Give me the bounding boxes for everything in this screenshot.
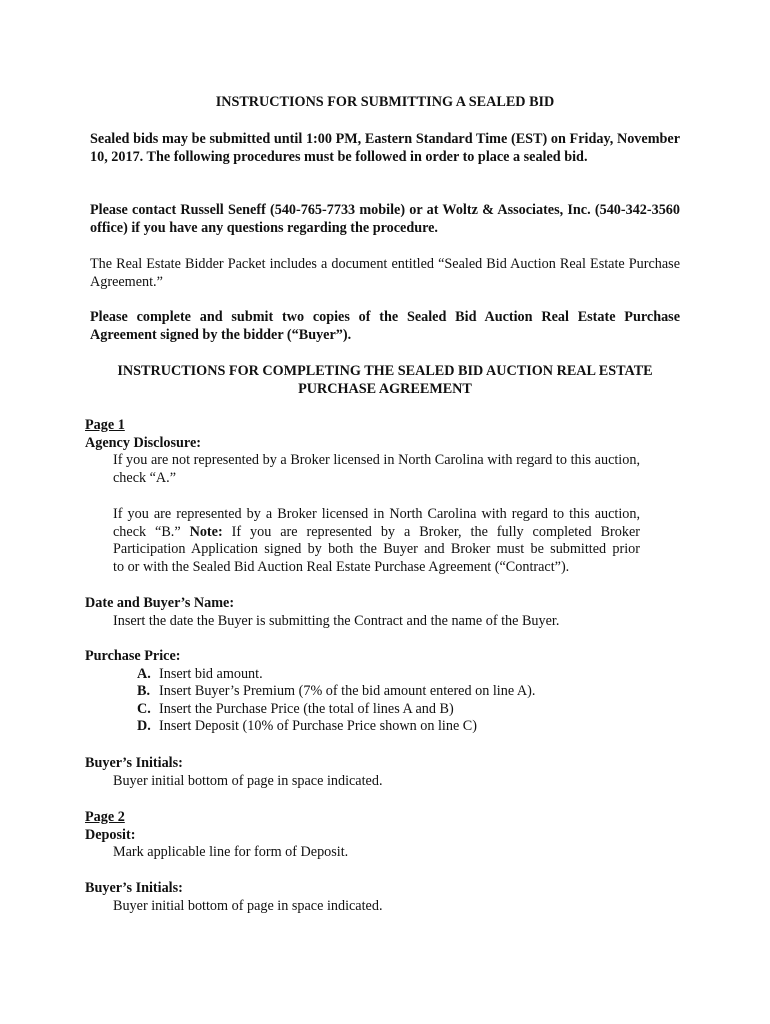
page-2-initials-text: Buyer initial bottom of page in space indicated. [113, 897, 383, 914]
completing-subtitle [80, 363, 690, 398]
purchase-price-heading: Purchase Price: [85, 648, 181, 664]
page-2-heading: Page 2 [85, 809, 125, 825]
page-1-initials-heading: Buyer’s Initials: [85, 755, 183, 771]
agency-b-line-1: If you are represented by a Broker licensed in North Carolina with regard to this auction, [113, 506, 640, 522]
date-name-text: Insert the date the Buyer is submitting the Contract and the name of the Buyer. [113, 612, 560, 629]
note-label: Note: [189, 523, 223, 540]
list-item: D. Insert Deposit (10% of Purchase Price shown on line C) [137, 718, 477, 735]
purchase-price-list [85, 666, 685, 736]
subtitle-line-2: PURCHASE AGREEMENT [298, 380, 472, 397]
page-2-initials-section [85, 880, 685, 915]
deposit-heading: Deposit: [85, 826, 136, 843]
list-item: A. Insert bid amount. [137, 665, 263, 682]
deposit-text: Mark applicable line for form of Deposit. [113, 844, 349, 861]
page-2-section [85, 809, 685, 862]
intro-deadline-paragraph: Sealed bids may be submitted until 1:00 PM, Eastern Standard Time (EST) on Friday, November 10, 2017. The following procedures must be followed in order to place a sealed bid. [90, 131, 680, 165]
subtitle-line-1: INSTRUCTIONS FOR COMPLETING THE SEALED BID AUCTION REAL ESTATE [117, 363, 653, 379]
agency-option-a-text: If you are not represented by a Broker licensed in North Carolina with regard to this auction, check “A.” [113, 452, 640, 486]
page-1-initials-section [85, 755, 685, 790]
agency-b-line-3: Participation Application signed by both the Buyer and Broker must be submitted prior [113, 541, 640, 558]
agency-b-line-4: to or with the Sealed Bid Auction Real Estate Purchase Agreement (“Contract”). [113, 558, 570, 575]
intro-contact-paragraph: Please contact Russell Seneff (540-765-7733 mobile) or at Woltz & Associates, Inc. (540-342-3560 office) if you have any questions regarding the procedure. [90, 202, 680, 236]
intro-packet-paragraph: The Real Estate Bidder Packet includes a document entitled “Sealed Bid Auction Real Estate Purchase Agreement.” [90, 256, 680, 290]
page-1-initials-text: Buyer initial bottom of page in space indicated. [113, 772, 383, 789]
page-2-initials-heading: Buyer’s Initials: [85, 880, 183, 896]
intro-submit-paragraph: Please complete and submit two copies of the Sealed Bid Auction Real Estate Purchase Agreement signed by the bidder (“Buyer”). [90, 309, 680, 343]
document-title: INSTRUCTIONS FOR SUBMITTING A SEALED BID [215, 94, 555, 110]
agency-option-b-text [113, 506, 640, 576]
page-1-heading: Page 1 [85, 417, 125, 433]
date-name-section [85, 595, 685, 630]
list-item: B. Insert Buyer’s Premium (7% of the bid amount entered on line A). [137, 683, 536, 700]
agency-disclosure-heading: Agency Disclosure: [85, 434, 201, 451]
page-1-section [85, 417, 685, 452]
agency-b-line-2: check “B.” Note: If you are represented by a Broker, the fully completed Broker [113, 523, 640, 540]
list-item: C. Insert the Purchase Price (the total of lines A and B) [137, 700, 454, 717]
purchase-price-section [85, 648, 685, 736]
date-name-heading: Date and Buyer’s Name: [85, 595, 235, 611]
